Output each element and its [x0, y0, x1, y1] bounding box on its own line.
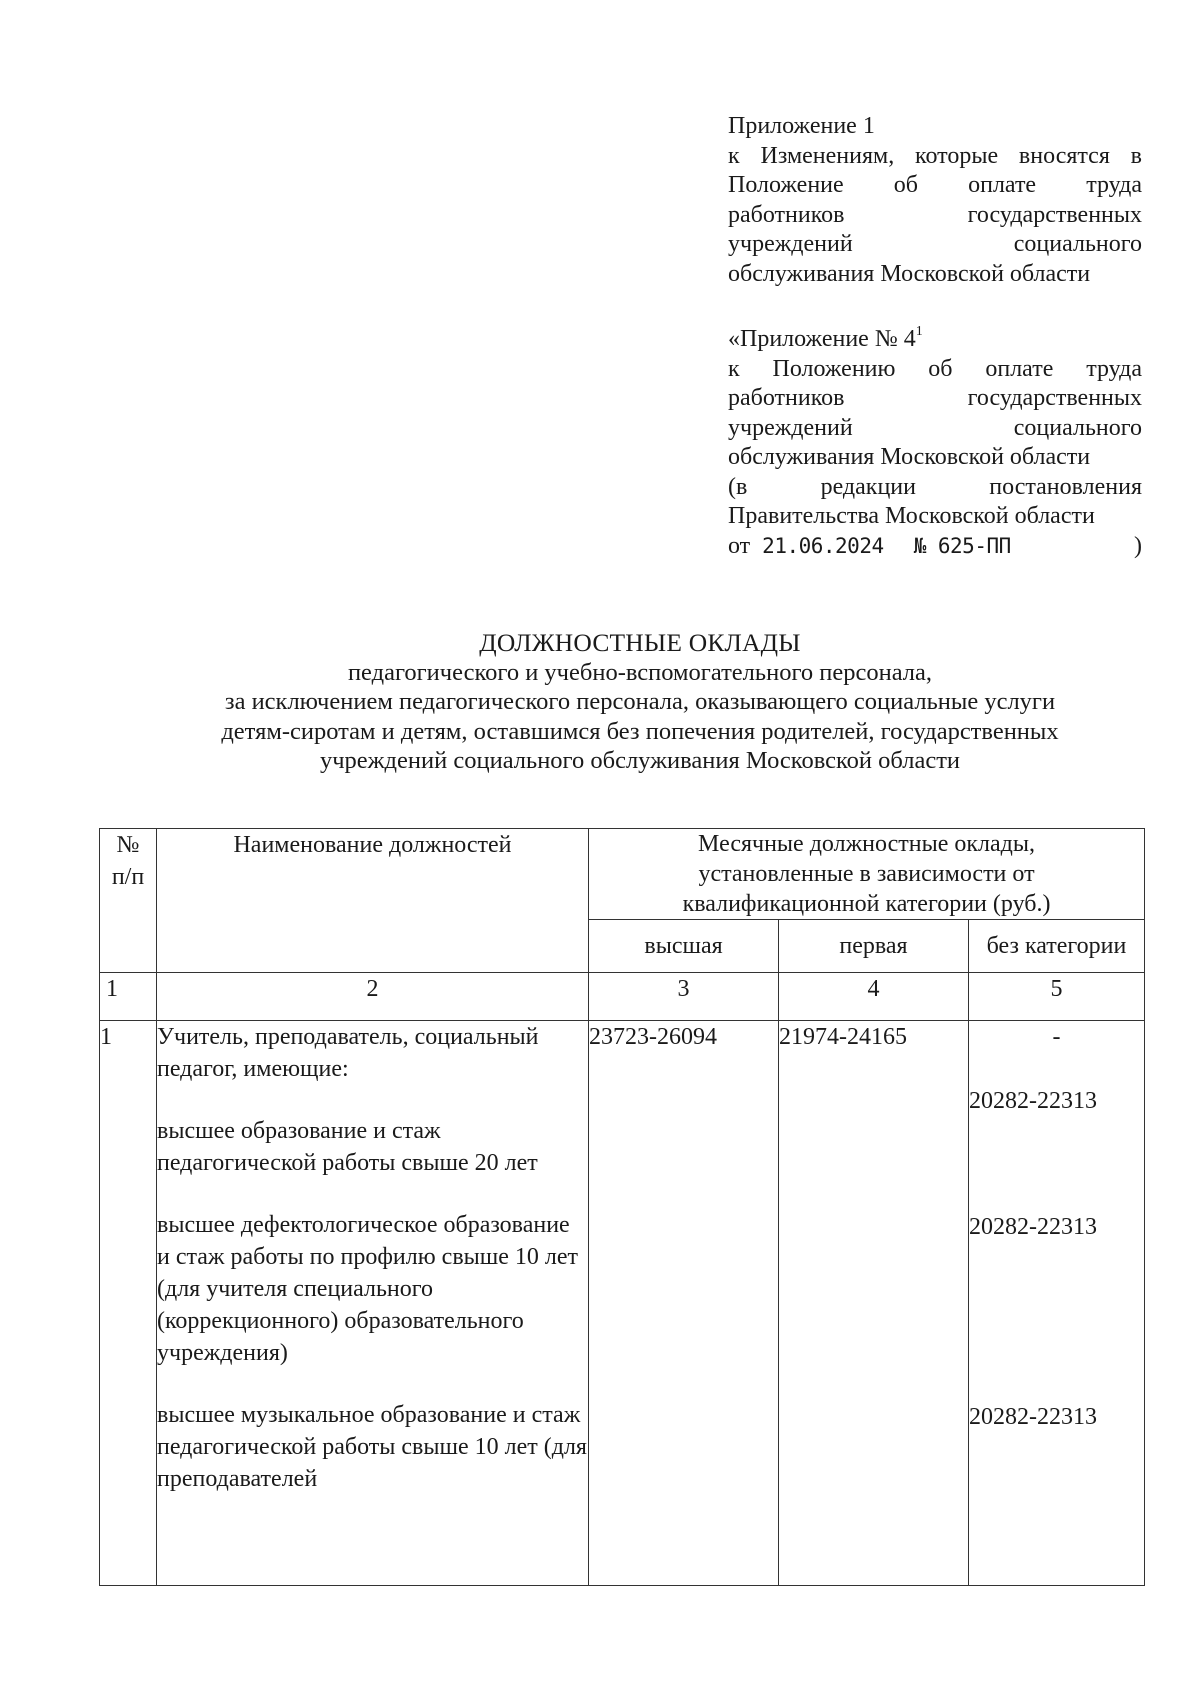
column-index-4: 4: [779, 973, 969, 1021]
table-header-row: [100, 829, 1145, 920]
resolution-date: 21.06.2024: [762, 533, 884, 558]
appendix-line-5: учреждений социального: [728, 231, 1142, 257]
salary-none: [969, 1021, 1145, 1586]
annex-line-6: (в редакции постановления: [728, 473, 1142, 500]
column-index-3: 3: [589, 973, 779, 1021]
column-index-2: 2: [157, 973, 589, 1021]
row-number: 1: [100, 1021, 157, 1586]
appendix-line-3: Положение об оплате труда: [728, 172, 1143, 198]
salary-first: 21974-24165: [779, 1021, 969, 1586]
column-index-row: [100, 973, 1145, 1021]
salary-table: [99, 828, 1145, 1586]
appendix-line-4: работников государственных: [728, 201, 1142, 228]
requirement-3: высшее музыкальное образование и стаж педагогической работы свыше 10 лет (для преподавателей: [157, 1402, 587, 1492]
title-line-5: учреждений социального обслуживания Московской области: [319, 747, 961, 774]
appendix-line-6: обслуживания Московской области: [728, 260, 1091, 287]
appendix-title: Приложение 1: [728, 113, 875, 139]
table-row: [100, 1021, 1145, 1586]
header-category-none: без категории: [969, 920, 1145, 973]
title-main: ДОЛЖНОСТНЫЕ ОКЛАДЫ: [479, 628, 801, 657]
date-prefix: от: [728, 532, 751, 559]
resolution-number: № 625-ПП: [913, 533, 1011, 558]
appendix-header: [728, 112, 1142, 561]
salary-none-req-1: 20282-22313: [969, 1088, 1097, 1114]
column-index-1: 1: [100, 973, 157, 1021]
salary-none-req-2: 20282-22313: [969, 1214, 1097, 1240]
annex-superscript: 1: [915, 324, 923, 339]
position-intro: Учитель, преподаватель, социальный педагог, имеющие:: [157, 1024, 539, 1082]
appendix-line-2: к Изменениям, которые вносятся в: [728, 142, 1143, 169]
annex-title: «Приложение № $4^1$: [728, 324, 923, 352]
requirement-2: высшее дефектологическое образование и стаж работы по профилю свыше 10 лет (для учителя специального (коррекционного) образовательного учреждения): [157, 1212, 579, 1366]
annex-line-7: Правительства Московской области: [728, 503, 1095, 529]
requirement-1: высшее образование и стаж педагогической работы свыше 20 лет: [157, 1118, 538, 1176]
title-line-4: детям-сиротам и детям, оставшимся без попечения родителей, государственных: [221, 717, 1059, 745]
salary-none-intro: -: [1052, 1024, 1061, 1050]
annex-line-4: учреждений социального: [728, 414, 1142, 441]
header-salary-group: Месячные должностные оклады, установленные в зависимости от квалификационной категории (руб.): [589, 829, 1145, 920]
position-description: [157, 1021, 589, 1586]
document-title: [100, 628, 1180, 776]
salary-high: 23723-26094: [589, 1021, 779, 1586]
header-number: № п/п: [100, 829, 157, 973]
title-line-3: за исключением педагогического персонала, оказывающего социальные услуги: [224, 688, 1056, 715]
header-category-high: высшая: [589, 920, 779, 973]
column-index-5: 5: [969, 973, 1145, 1021]
title-line-2: педагогического и учебно-вспомогательного персонала,: [347, 658, 933, 686]
salary-none-req-3: 20282-22313: [969, 1404, 1097, 1430]
annex-line-2: к Положению об оплате труда: [728, 355, 1143, 382]
header-position-name: Наименование должностей: [157, 829, 589, 973]
closing-paren: ): [1134, 532, 1142, 559]
annex-line-5: обслуживания Московской области: [728, 444, 1091, 470]
header-category-first: первая: [779, 920, 969, 973]
resolution-date-line: [728, 532, 1142, 562]
annex-line-3: работников государственных: [728, 385, 1142, 411]
